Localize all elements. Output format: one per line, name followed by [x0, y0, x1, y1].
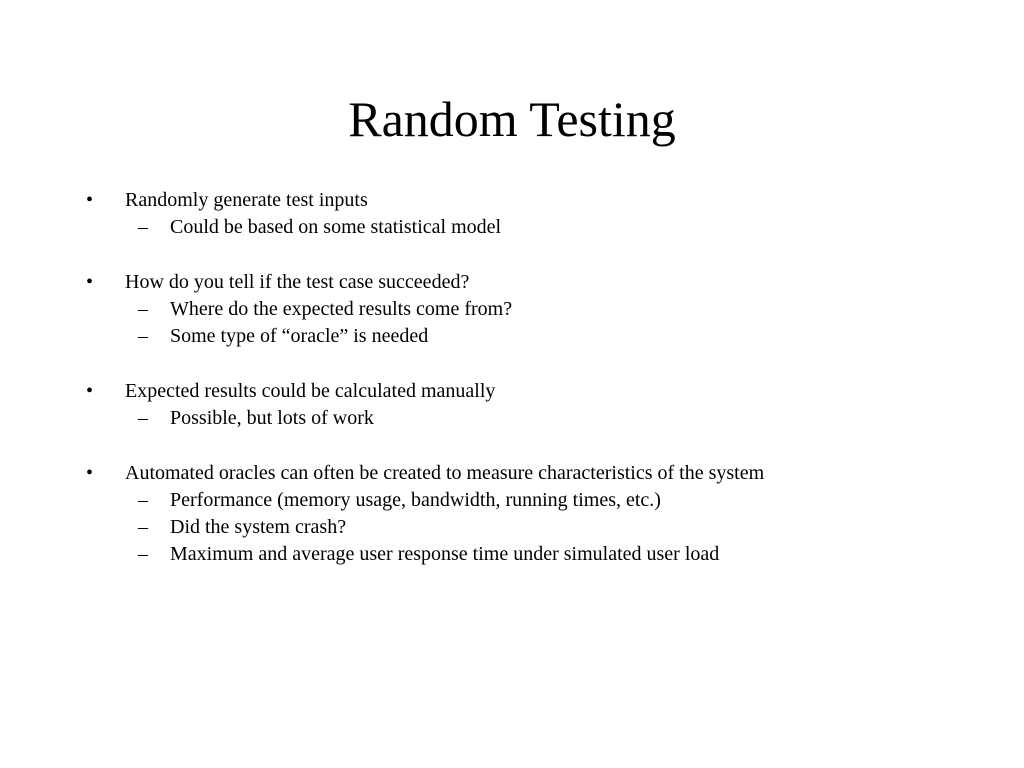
- sub-bullet-text: Possible, but lots of work: [170, 407, 374, 429]
- bullet-group: [0, 377, 1024, 432]
- dash-icon: –: [138, 298, 148, 320]
- sub-bullet-list: [0, 487, 1024, 568]
- sub-bullet-text: Where do the expected results come from?: [170, 298, 513, 320]
- sub-bullet-text: Some type of “oracle” is needed: [170, 325, 429, 347]
- bullet-text: Randomly generate test inputs: [125, 189, 368, 211]
- bullet-item: [0, 377, 1024, 405]
- dash-icon: –: [138, 216, 148, 238]
- dash-icon: –: [138, 516, 148, 538]
- bullet-item: [0, 459, 1024, 487]
- dash-icon: –: [138, 325, 148, 347]
- bullet-text: How do you tell if the test case succeeded?: [125, 271, 470, 293]
- sub-bullet-text: Could be based on some statistical model: [170, 216, 502, 238]
- bullet-dot-icon: •: [86, 189, 94, 211]
- bullet-text: Expected results could be calculated manually: [125, 380, 496, 402]
- sub-bullet-text: Maximum and average user response time under simulated user load: [170, 543, 720, 565]
- bullet-item: [0, 268, 1024, 296]
- sub-bullet-list: [0, 214, 1024, 241]
- sub-bullet-item: [0, 323, 1024, 350]
- sub-bullet-list: [0, 405, 1024, 432]
- sub-bullet-text: Performance (memory usage, bandwidth, running times, etc.): [170, 489, 661, 511]
- slide-title: Random Testing: [348, 91, 676, 147]
- dash-icon: –: [138, 489, 148, 511]
- dash-icon: –: [138, 543, 148, 565]
- bullet-group: [0, 459, 1024, 568]
- bullet-group: [0, 186, 1024, 241]
- sub-bullet-item: [0, 296, 1024, 323]
- sub-bullet-text: Did the system crash?: [170, 516, 347, 538]
- bullet-text: Automated oracles can often be created to measure characteristics of the system: [125, 462, 765, 484]
- bullet-list: [0, 186, 1024, 595]
- bullet-group: [0, 268, 1024, 350]
- sub-bullet-list: [0, 296, 1024, 350]
- sub-bullet-item: [0, 541, 1024, 568]
- sub-bullet-item: [0, 487, 1024, 514]
- sub-bullet-item: [0, 214, 1024, 241]
- bullet-dot-icon: •: [86, 271, 94, 293]
- bullet-dot-icon: •: [86, 462, 94, 484]
- bullet-item: [0, 186, 1024, 214]
- sub-bullet-item: [0, 514, 1024, 541]
- sub-bullet-item: [0, 405, 1024, 432]
- dash-icon: –: [138, 407, 148, 429]
- bullet-dot-icon: •: [86, 380, 94, 402]
